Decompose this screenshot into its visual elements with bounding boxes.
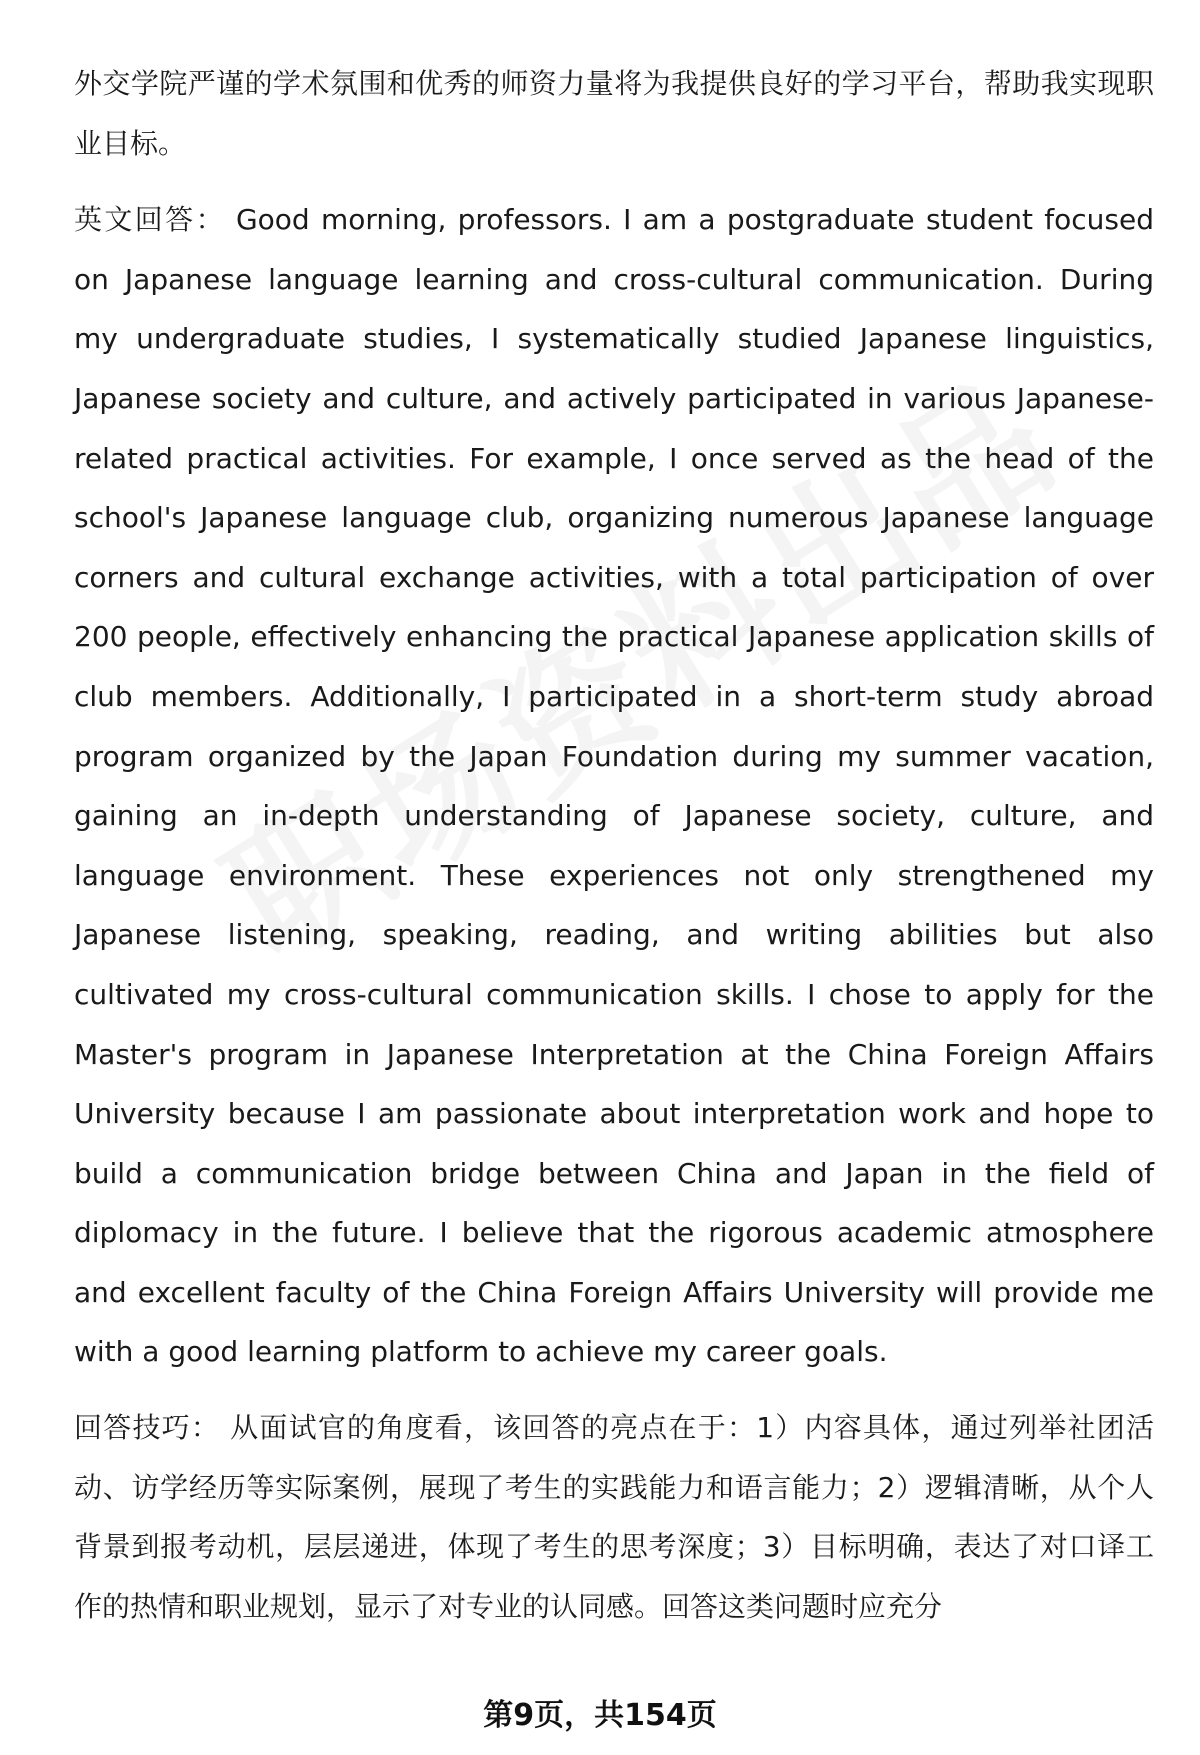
answer-tips-paragraph [74, 1398, 1154, 1636]
intro-paragraph: 外交学院严谨的学术氛围和优秀的师资力量将为我提供良好的学习平台，帮助我实现职业目标。 [74, 67, 1154, 160]
page-content [74, 54, 1154, 1636]
english-answer-label: 英文回答： [74, 203, 226, 237]
english-answer-paragraph [74, 190, 1154, 1382]
english-answer-text: Good morning, professors. I am a postgraduate student focused on Japanese language learning and cross-cultural communication. During my undergraduate studies, I systematically studied Japanese linguistics, Japanese society and culture, and actively participated in various Japanese-related practical activities. For example, I once served as the head of the school's Japanese language club, organizing numerous Japanese language corners and cultural exchange activities, with a total participation of over 200 people, effectively enhancing the practical Japanese application skills of club members. Additionally, I participated in a short-term study abroad program organized by the Japan Foundation during my summer vacation, gaining an in-depth understanding of Japanese society, culture, and language environment. These experiences not only strengthened my Japanese listening, speaking, reading, and writing abilities but also cultivated my cross-cultural communication skills. I chose to apply for the Master's program in Japanese Interpretation at the China Foreign Affairs University because I am passionate about interpretation work and hope to build a communication bridge between China and Japan in the field of diplomacy in the future. I believe that the rigorous academic atmosphere and excellent faculty of the China Foreign Affairs University will provide me with a good learning platform to achieve my career goals. [74, 203, 1154, 1369]
answer-tips-text: 从面试官的角度看，该回答的亮点在于：1）内容具体，通过列举社团活动、访学经历等实际案例，展现了考生的实践能力和语言能力；2）逻辑清晰，从个人背景到报考动机，层层递进，体现了考生的思考深度；3）目标明确，表达了对口译工作的热情和职业规划，显示了对专业的认同感。回答这类问题时应充分 [74, 1411, 1154, 1623]
page-number: 第9页，共154页 [483, 1698, 717, 1733]
answer-tips-label: 回答技巧： [74, 1411, 221, 1445]
